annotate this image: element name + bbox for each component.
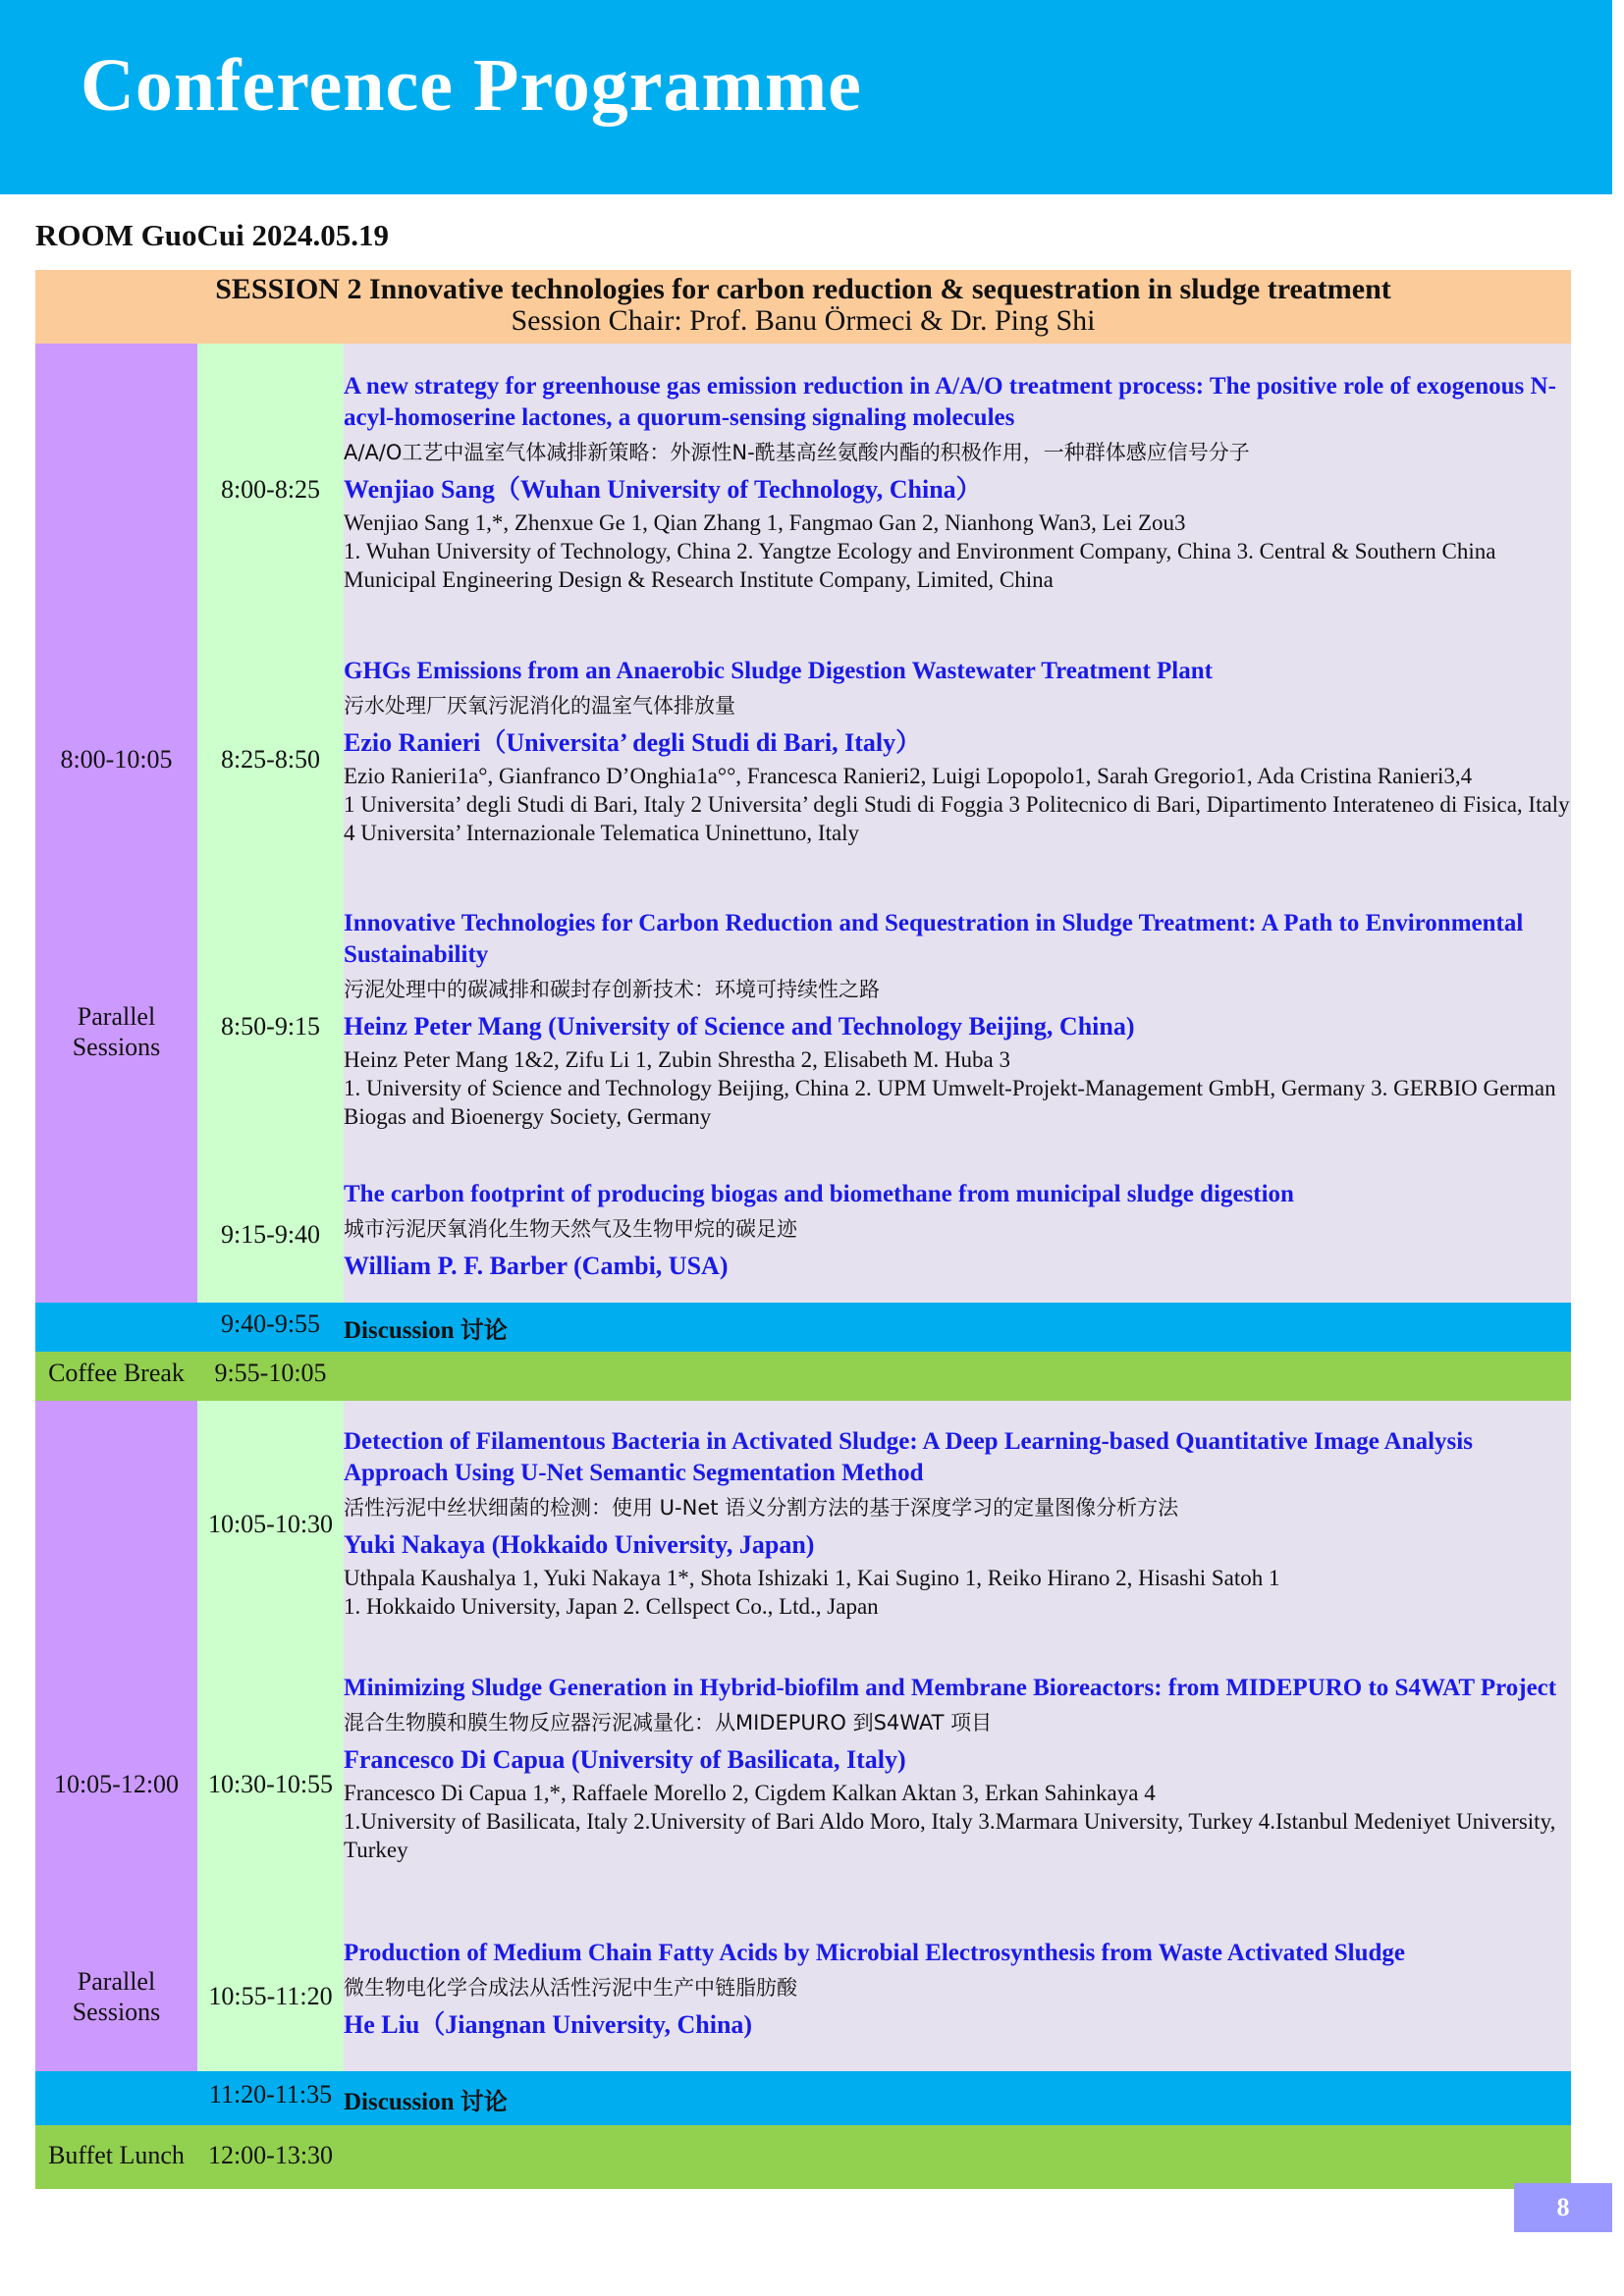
buffet-lunch-label: Buffet Lunch [48, 2141, 185, 2169]
discussion-label-en: Discussion [344, 2089, 455, 2115]
talk-title-cn: 污泥处理中的碳减排和碳封存创新技术：环境可持续性之路 [344, 978, 880, 1001]
talk-title-cn: 污水处理厂厌氧污泥消化的温室气体排放量 [344, 694, 735, 718]
talk-title: A new strategy for greenhouse gas emission reduction in A/A/O treatment process: The positive role of exogenous N-acyl-homoserine lactones, a quorum-sensing signaling molecules [344, 373, 1556, 431]
talk-speaker: Yuki Nakaya (Hokkaido University, Japan) [344, 1530, 815, 1559]
talk-item [344, 371, 1571, 594]
talk-authors: Wenjiao Sang 1,*, Zhenxue Ge 1, Qian Zhang 1, Fangmao Gan 2, Nianhong Wan3, Lei Zou3 [344, 510, 1186, 535]
parallel-label-line2: Sessions [72, 1998, 161, 2026]
talk-authors: Heinz Peter Mang 1&2, Zifu Li 1, Zubin Shrestha 2, Elisabeth M. Huba 3 [344, 1047, 1011, 1072]
talk-affiliations: 1.University of Basilicata, Italy 2.University of Bari Aldo Moro, Italy 3.Marmara University, Turkey 4.Istanbul Medeniyet University, Turkey [344, 1809, 1556, 1862]
talk-title-cn: 微生物电化学合成法从活性污泥中生产中链脂肪酸 [344, 1976, 797, 2000]
talk-item [344, 1426, 1571, 1621]
session-title: SESSION 2 Innovative technologies for carbon reduction & sequestration in sludge treatment [215, 273, 1391, 305]
discussion-label [344, 2082, 508, 2116]
talk-title: The carbon footprint of producing biogas and biomethane from municipal sludge digestion [344, 1181, 1294, 1207]
talk-title: Innovative Technologies for Carbon Reduction and Sequestration in Sludge Treatment: A Path to Environmental Sustainability [344, 910, 1524, 968]
parallel-label-line2: Sessions [72, 1033, 161, 1061]
talk-time: 10:55-11:20 [208, 1982, 333, 2010]
coffee-break-time: 9:55-10:05 [214, 1359, 327, 1387]
discussion-label-en: Discussion [344, 1317, 455, 1344]
talk-affiliations: 1. Wuhan University of Technology, China 2. Yangtze Ecology and Environment Company, China 3. Central & Southern China Municipal Engineering Design & Research Institute Company, Limited, China [344, 539, 1496, 592]
talk-title-cn: 城市污泥厌氧消化生物天然气及生物甲烷的碳足迹 [344, 1217, 797, 1241]
session-header [35, 270, 1571, 344]
talk-item [344, 1938, 1571, 2044]
talk-title-cn: A/A/O工艺中温室气体减排新策略：外源性N-酰基高丝氨酸内酯的积极作用，一种群体感应信号分子 [344, 441, 1250, 464]
discussion-label-cn: 讨论 [460, 1316, 508, 1344]
talk-item [344, 656, 1571, 847]
talk-title-cn: 活性污泥中丝状细菌的检测：使用 U-Net 语义分割方法的基于深度学习的定量图像分析方法 [344, 1496, 1179, 1520]
talk-title-cn: 混合生物膜和膜生物反应器污泥减量化：从MIDEPURO 到S4WAT 项目 [344, 1711, 993, 1735]
talk-speaker: William P. F. Barber (Cambi, USA) [344, 1252, 729, 1280]
talk-speaker: Francesco Di Capua (University of Basilicata, Italy) [344, 1745, 906, 1774]
talk-speaker: He Liu（Jiangnan University, China) [344, 2010, 753, 2039]
coffee-break-label: Coffee Break [48, 1359, 185, 1387]
discussion-time: 9:40-9:55 [220, 1309, 321, 1338]
talk-time: 8:00-8:25 [220, 475, 321, 504]
talk-time: 9:15-9:40 [220, 1220, 321, 1249]
talk-title: Detection of Filamentous Bacteria in Activated Sludge: A Deep Learning-based Quantitative Image Analysis Approach Using U-Net Semantic Segmentation Method [344, 1428, 1473, 1486]
parallel-label [35, 1966, 197, 2027]
parallel-label [35, 1001, 197, 1062]
discussion-label [344, 1310, 508, 1345]
talk-item [344, 908, 1571, 1131]
block-time: 10:05-12:00 [53, 1770, 180, 1798]
talk-speaker: Ezio Ranieri（Universita’ degli Studi di Bari, Italy） [344, 728, 922, 757]
talk-item [344, 1179, 1571, 1285]
talk-title: Minimizing Sludge Generation in Hybrid-biofilm and Membrane Bioreactors: from MIDEPURO to S4WAT Project [344, 1675, 1557, 1701]
talk-affiliations: 1 Universita’ degli Studi di Bari, Italy 2 Universita’ degli Studi di Foggia 3 Politecnico di Bari, Dipartimento Interateneo di Fisica, Italy 4 Universita’ Internazionale Telematica Uninettuno, Italy [344, 792, 1570, 845]
talk-time: 8:25-8:50 [220, 745, 321, 774]
talk-item [344, 1673, 1571, 1864]
talk-affiliations: 1. Hokkaido University, Japan 2. Cellspect Co., Ltd., Japan [344, 1594, 879, 1619]
discussion-time: 11:20-11:35 [208, 2080, 333, 2109]
parallel-label-line1: Parallel [77, 1967, 156, 1996]
talk-speaker: Heinz Peter Mang (University of Science and Technology Beijing, China) [344, 1012, 1135, 1041]
talk-authors: Ezio Ranieri1a°, Gianfranco D’Onghia1a°°, Francesca Ranieri2, Luigi Lopopolo1, Sarah Gregorio1, Ada Cristina Ranieri3,4 [344, 764, 1473, 788]
talk-affiliations: 1. University of Science and Technology Beijing, China 2. UPM Umwelt-Projekt-Management GmbH, Germany 3. GERBIO German Biogas and Bioenergy Society, Germany [344, 1076, 1556, 1129]
header-banner [0, 0, 1612, 194]
session-chair: Session Chair: Prof. Banu Örmeci & Dr. Ping Shi [511, 304, 1096, 337]
talk-title: GHGs Emissions from an Anaerobic Sludge Digestion Wastewater Treatment Plant [344, 658, 1213, 684]
buffet-lunch-time: 12:00-13:30 [207, 2141, 334, 2169]
talk-authors: Uthpala Kaushalya 1, Yuki Nakaya 1*, Shota Ishizaki 1, Kai Sugino 1, Reiko Hirano 2, Hisashi Satoh 1 [344, 1566, 1280, 1590]
parallel-sessions-column-1 [35, 344, 197, 1303]
talk-title: Production of Medium Chain Fatty Acids by Microbial Electrosynthesis from Waste Activated Sludge [344, 1940, 1406, 1966]
talk-time: 10:30-10:55 [207, 1770, 334, 1798]
page-title: Conference Programme [81, 44, 862, 127]
discussion-label-cn: 讨论 [460, 2088, 508, 2115]
page-number: 8 [1514, 2183, 1612, 2232]
room-date-heading: ROOM GuoCui 2024.05.19 [35, 218, 389, 252]
block-time: 8:00-10:05 [60, 745, 173, 774]
talk-speaker: Wenjiao Sang（Wuhan University of Technology, China） [344, 475, 982, 504]
talk-time: 10:05-10:30 [207, 1510, 334, 1538]
talk-time: 8:50-9:15 [220, 1012, 321, 1041]
talk-authors: Francesco Di Capua 1,*, Raffaele Morello 2, Cigdem Kalkan Aktan 3, Erkan Sahinkaya 4 [344, 1781, 1156, 1805]
time-column-2 [197, 1401, 344, 2071]
parallel-label-line1: Parallel [77, 1002, 156, 1031]
